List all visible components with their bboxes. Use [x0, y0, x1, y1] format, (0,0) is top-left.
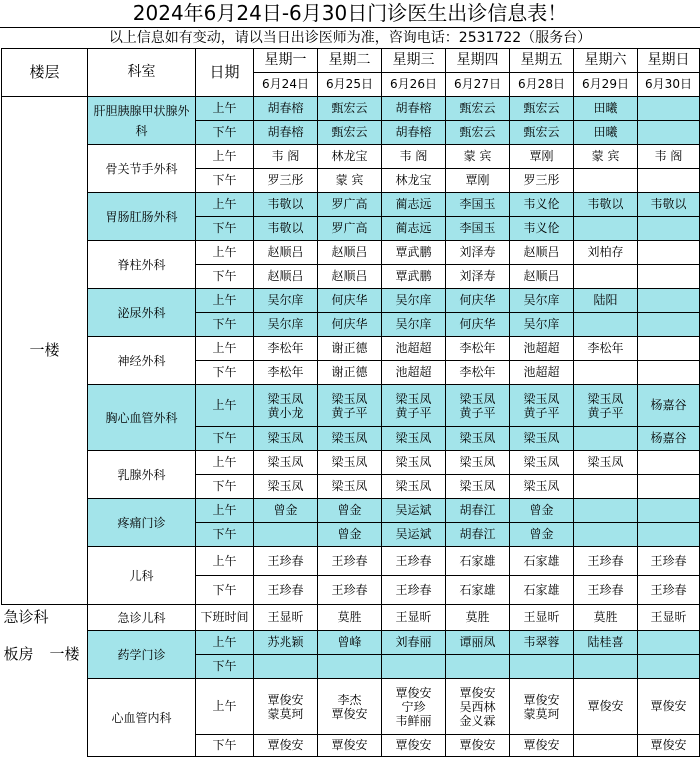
doctor-cell: 覃俊安: [382, 735, 446, 757]
doctor-cell: 蒙 宾: [574, 145, 638, 169]
weekday-header: 星期三: [382, 49, 446, 73]
doctor-cell: 李松年: [446, 337, 510, 361]
doctor-cell: [574, 735, 638, 757]
doctor-cell: [574, 499, 638, 523]
doctor-cell: [638, 499, 700, 523]
dept-name: 肝胆胰腺甲状腺外科: [88, 97, 196, 145]
doctor-cell: 覃俊安: [574, 679, 638, 735]
doctor-cell: 梁玉凤: [254, 427, 318, 451]
weekday-header: 星期四: [446, 49, 510, 73]
doctor-cell: 吴尔庠: [510, 289, 574, 313]
doctor-cell: 何庆华: [446, 289, 510, 313]
floor-label-level: 一楼: [49, 645, 80, 663]
doctor-cell: 梁玉凤 黄子平: [382, 385, 446, 427]
weekday-header: 星期日: [638, 49, 700, 73]
period-label: 下午: [196, 576, 254, 605]
doctor-cell: 梁玉凤: [510, 475, 574, 499]
doctor-cell: [638, 97, 700, 121]
doctor-cell: [254, 655, 318, 679]
doctor-cell: 赵顺吕: [254, 265, 318, 289]
table-row: [2, 631, 700, 655]
date-header: 6月24日: [254, 73, 318, 97]
period-label: 上午: [196, 193, 254, 217]
doctor-cell: [574, 217, 638, 241]
doctor-cell: 刘泽寿: [446, 241, 510, 265]
doctor-cell: 王珍春: [382, 576, 446, 605]
doctor-cell: 梁玉凤: [510, 451, 574, 475]
doctor-cell: 李杰 覃俊安: [318, 679, 382, 735]
doctor-cell: 刘柏存: [574, 241, 638, 265]
period-label: 上午: [196, 499, 254, 523]
doctor-cell: 曾金: [318, 499, 382, 523]
doctor-cell: [638, 313, 700, 337]
doctor-cell: 王珍春: [574, 547, 638, 576]
doctor-cell: 杨嘉谷: [638, 385, 700, 427]
date-header: 6月28日: [510, 73, 574, 97]
doctor-cell: 梁玉凤 黄子平: [446, 385, 510, 427]
period-label: 上午: [196, 547, 254, 576]
date-header: 6月25日: [318, 73, 382, 97]
doctor-cell: 甄宏云: [446, 121, 510, 145]
doctor-cell: 蔺志远: [382, 193, 446, 217]
doctor-cell: 何庆华: [318, 289, 382, 313]
doctor-cell: [638, 523, 700, 547]
doctor-cell: [382, 655, 446, 679]
period-label: 下午: [196, 361, 254, 385]
doctor-cell: 胡春江: [446, 499, 510, 523]
floor-label: 一楼: [2, 97, 88, 605]
doctor-cell: 胡春榕: [382, 121, 446, 145]
doctor-cell: 韦敬以: [574, 193, 638, 217]
schedule-table: [1, 48, 700, 757]
dept-name: 神经外科: [88, 337, 196, 385]
period-label: 上午: [196, 97, 254, 121]
doctor-cell: 梁玉凤: [382, 451, 446, 475]
doctor-cell: 池超超: [510, 361, 574, 385]
doctor-cell: 覃俊安: [446, 735, 510, 757]
doctor-cell: 池超超: [382, 337, 446, 361]
doctor-cell: 吴运斌: [382, 499, 446, 523]
doctor-cell: 刘春丽: [382, 631, 446, 655]
doctor-cell: 罗三彤: [510, 169, 574, 193]
doctor-cell: 李松年: [254, 361, 318, 385]
doctor-cell: 石家雄: [446, 576, 510, 605]
page-subtitle: 以上信息如有变动，请以当日出诊医师为准，咨询电话：2531722（服务台）: [0, 27, 700, 48]
doctor-cell: [638, 655, 700, 679]
doctor-cell: 吴尔庠: [382, 313, 446, 337]
header-date: 日期: [196, 49, 254, 97]
period-label: 下午: [196, 265, 254, 289]
date-header: 6月27日: [446, 73, 510, 97]
dept-name: 脊柱外科: [88, 241, 196, 289]
doctor-cell: 韦翠蓉: [510, 631, 574, 655]
doctor-cell: [638, 337, 700, 361]
doctor-cell: 胡春榕: [254, 97, 318, 121]
period-label: 下午: [196, 427, 254, 451]
doctor-cell: 李国玉: [446, 193, 510, 217]
dept-name: 胸心血管外科: [88, 385, 196, 451]
doctor-cell: 梁玉凤: [254, 451, 318, 475]
doctor-cell: 田曦: [574, 97, 638, 121]
header-floor: 楼层: [2, 49, 88, 97]
doctor-cell: 甄宏云: [318, 97, 382, 121]
doctor-cell: 覃俊安 吴西林 金义霖: [446, 679, 510, 735]
doctor-cell: 罗广高: [318, 217, 382, 241]
doctor-cell: 梁玉凤: [382, 475, 446, 499]
doctor-cell: 王珍春: [638, 576, 700, 605]
doctor-cell: 李松年: [446, 361, 510, 385]
floor-label: 急诊科: [2, 605, 88, 631]
doctor-cell: 石家雄: [510, 547, 574, 576]
table-row: [2, 679, 700, 735]
doctor-cell: 王显昕: [254, 605, 318, 631]
doctor-cell: 梁玉凤: [254, 475, 318, 499]
doctor-cell: 王珍春: [638, 547, 700, 576]
doctor-cell: 胡春榕: [382, 97, 446, 121]
page-title: 2024年6月24日-6月30日门诊医生出诊信息表！: [132, 1, 568, 25]
table-row: [2, 605, 700, 631]
doctor-cell: 韦义伦: [510, 217, 574, 241]
doctor-cell: 吴尔庠: [382, 289, 446, 313]
dept-name: 药学门诊: [88, 631, 196, 679]
weekday-header: 星期二: [318, 49, 382, 73]
doctor-cell: 覃俊安: [638, 735, 700, 757]
doctor-cell: 何庆华: [446, 313, 510, 337]
doctor-cell: 吴尔庠: [254, 313, 318, 337]
doctor-cell: 莫胜: [574, 605, 638, 631]
doctor-cell: [638, 217, 700, 241]
doctor-cell: 韦 阁: [382, 145, 446, 169]
doctor-cell: 王珍春: [254, 547, 318, 576]
doctor-cell: 覃武鹏: [382, 265, 446, 289]
doctor-cell: 曾金: [510, 499, 574, 523]
doctor-cell: 韦 阁: [254, 145, 318, 169]
doctor-cell: 梁玉凤: [318, 427, 382, 451]
period-label: 下午: [196, 217, 254, 241]
doctor-cell: 覃刚: [446, 169, 510, 193]
period-label: 下午: [196, 523, 254, 547]
doctor-cell: [318, 655, 382, 679]
doctor-cell: 林龙宝: [382, 169, 446, 193]
period-label: 上午: [196, 241, 254, 265]
doctor-cell: 蒙 宾: [446, 145, 510, 169]
doctor-cell: 李松年: [574, 337, 638, 361]
doctor-cell: [254, 523, 318, 547]
doctor-cell: 胡春榕: [254, 121, 318, 145]
doctor-cell: 梁玉凤 黄子平: [510, 385, 574, 427]
doctor-cell: 谭丽凤: [446, 631, 510, 655]
doctor-cell: 梁玉凤: [510, 427, 574, 451]
doctor-cell: 梁玉凤: [446, 451, 510, 475]
floor-label: [2, 631, 88, 679]
period-label: 上午: [196, 679, 254, 735]
doctor-cell: 谢正德: [318, 337, 382, 361]
table-row: [2, 193, 700, 217]
doctor-cell: [574, 361, 638, 385]
floor-label: [2, 679, 88, 757]
dept-name: 胃肠肛肠外科: [88, 193, 196, 241]
doctor-cell: 莫胜: [318, 605, 382, 631]
doctor-cell: [446, 655, 510, 679]
period-label: 上午: [196, 451, 254, 475]
doctor-cell: 梁玉凤 黄子平: [318, 385, 382, 427]
doctor-cell: 林龙宝: [318, 145, 382, 169]
dept-name: 泌尿外科: [88, 289, 196, 337]
doctor-cell: 韦敬以: [638, 193, 700, 217]
dept-name: 儿科: [88, 547, 196, 605]
doctor-cell: [574, 655, 638, 679]
dept-name: 急诊儿科: [88, 605, 196, 631]
dept-name: 骨关节手外科: [88, 145, 196, 193]
doctor-cell: 梁玉凤: [382, 427, 446, 451]
doctor-cell: [638, 289, 700, 313]
table-row: [2, 337, 700, 361]
doctor-cell: 池超超: [510, 337, 574, 361]
doctor-cell: 赵顺吕: [510, 241, 574, 265]
doctor-cell: 甄宏云: [318, 121, 382, 145]
doctor-cell: 李国玉: [446, 217, 510, 241]
doctor-cell: [574, 265, 638, 289]
doctor-cell: 覃俊安 宁珍 韦鲜丽: [382, 679, 446, 735]
doctor-cell: 谢正德: [318, 361, 382, 385]
period-label: 下午: [196, 735, 254, 757]
doctor-cell: 韦义伦: [510, 193, 574, 217]
table-row: [2, 385, 700, 427]
table-row: [2, 145, 700, 169]
doctor-cell: 韦敬以: [254, 217, 318, 241]
date-header: 6月26日: [382, 73, 446, 97]
doctor-cell: 韦敬以: [254, 193, 318, 217]
doctor-cell: 覃刚: [510, 145, 574, 169]
period-label: 下午: [196, 169, 254, 193]
doctor-cell: 何庆华: [318, 313, 382, 337]
doctor-cell: [574, 169, 638, 193]
doctor-cell: 王珍春: [254, 576, 318, 605]
doctor-cell: 梁玉凤: [446, 427, 510, 451]
doctor-cell: 蒙 宾: [318, 169, 382, 193]
doctor-cell: 胡春江: [446, 523, 510, 547]
period-label: 下午: [196, 313, 254, 337]
doctor-cell: 梁玉凤 黄小龙: [254, 385, 318, 427]
doctor-cell: 赵顺吕: [510, 265, 574, 289]
table-row: [2, 547, 700, 576]
doctor-cell: 王珍春: [318, 576, 382, 605]
date-header: 6月29日: [574, 73, 638, 97]
doctor-cell: 曾金: [510, 523, 574, 547]
dept-name: 乳腺外科: [88, 451, 196, 499]
doctor-cell: [638, 241, 700, 265]
period-label: 上午: [196, 385, 254, 427]
weekday-header: 星期五: [510, 49, 574, 73]
doctor-cell: [638, 631, 700, 655]
doctor-cell: 覃武鹏: [382, 241, 446, 265]
doctor-cell: 赵顺吕: [318, 241, 382, 265]
doctor-cell: 梁玉凤: [318, 475, 382, 499]
doctor-cell: 覃俊安: [510, 735, 574, 757]
doctor-cell: [638, 475, 700, 499]
doctor-cell: [638, 169, 700, 193]
date-header: 6月30日: [638, 73, 700, 97]
doctor-cell: 陆桂喜: [574, 631, 638, 655]
doctor-cell: 王珍春: [318, 547, 382, 576]
doctor-cell: 甄宏云: [510, 97, 574, 121]
table-row: [2, 451, 700, 475]
table-row: [2, 241, 700, 265]
doctor-cell: 覃俊安 蒙莫珂: [254, 679, 318, 735]
doctor-cell: [638, 361, 700, 385]
doctor-cell: 覃俊安: [254, 735, 318, 757]
doctor-cell: 吴尔庠: [510, 313, 574, 337]
doctor-cell: [638, 451, 700, 475]
doctor-cell: 覃俊安: [638, 679, 700, 735]
floor-label-board: 板房: [3, 645, 34, 663]
doctor-cell: 王显昕: [510, 605, 574, 631]
table-row: [2, 499, 700, 523]
doctor-cell: 罗三彤: [254, 169, 318, 193]
doctor-cell: [574, 475, 638, 499]
period-label: 上午: [196, 145, 254, 169]
doctor-cell: 蔺志远: [382, 217, 446, 241]
doctor-cell: 田曦: [574, 121, 638, 145]
doctor-cell: 覃俊安 蒙莫珂: [510, 679, 574, 735]
doctor-cell: 梁玉凤 黄子平: [574, 385, 638, 427]
doctor-cell: [574, 313, 638, 337]
doctor-cell: 莫胜: [446, 605, 510, 631]
period-label: 下午: [196, 475, 254, 499]
weekday-header: 星期一: [254, 49, 318, 73]
doctor-cell: 赵顺吕: [254, 241, 318, 265]
table-row: [2, 289, 700, 313]
doctor-cell: 吴尔庠: [254, 289, 318, 313]
dept-name: 心血管内科: [88, 679, 196, 757]
doctor-cell: [510, 655, 574, 679]
doctor-cell: 苏兆颖: [254, 631, 318, 655]
doctor-cell: 石家雄: [446, 547, 510, 576]
doctor-cell: 陆阳: [574, 289, 638, 313]
doctor-cell: 梁玉凤: [446, 475, 510, 499]
doctor-cell: 曾金: [254, 499, 318, 523]
period-label: 下午: [196, 121, 254, 145]
doctor-cell: 曾峰: [318, 631, 382, 655]
period-label: 上午: [196, 631, 254, 655]
doctor-cell: 池超超: [382, 361, 446, 385]
doctor-cell: 王珍春: [574, 576, 638, 605]
doctor-cell: 梁玉凤: [574, 451, 638, 475]
doctor-cell: [574, 427, 638, 451]
header-row-weekday: [2, 49, 700, 73]
period-label: 上午: [196, 337, 254, 361]
doctor-cell: 甄宏云: [446, 97, 510, 121]
doctor-cell: [638, 265, 700, 289]
doctor-cell: 韦 阁: [638, 145, 700, 169]
doctor-cell: 李松年: [254, 337, 318, 361]
doctor-cell: 罗广高: [318, 193, 382, 217]
doctor-cell: [574, 523, 638, 547]
doctor-cell: 甄宏云: [510, 121, 574, 145]
doctor-cell: [638, 121, 700, 145]
doctor-cell: 王显昕: [382, 605, 446, 631]
weekday-header: 星期六: [574, 49, 638, 73]
header-dept: 科室: [88, 49, 196, 97]
table-row: [2, 97, 700, 121]
dept-name: 疼痛门诊: [88, 499, 196, 547]
doctor-cell: 覃俊安: [318, 735, 382, 757]
period-label: 下午: [196, 655, 254, 679]
period-label: 下班时间: [196, 605, 254, 631]
doctor-cell: 吴运斌: [382, 523, 446, 547]
doctor-cell: 王显昕: [638, 605, 700, 631]
doctor-cell: 石家雄: [510, 576, 574, 605]
doctor-cell: 刘泽寿: [446, 265, 510, 289]
doctor-cell: 曾金: [318, 523, 382, 547]
period-label: 上午: [196, 289, 254, 313]
doctor-cell: 赵顺吕: [318, 265, 382, 289]
doctor-cell: 梁玉凤: [318, 451, 382, 475]
doctor-cell: 王珍春: [382, 547, 446, 576]
doctor-cell: 杨嘉谷: [638, 427, 700, 451]
